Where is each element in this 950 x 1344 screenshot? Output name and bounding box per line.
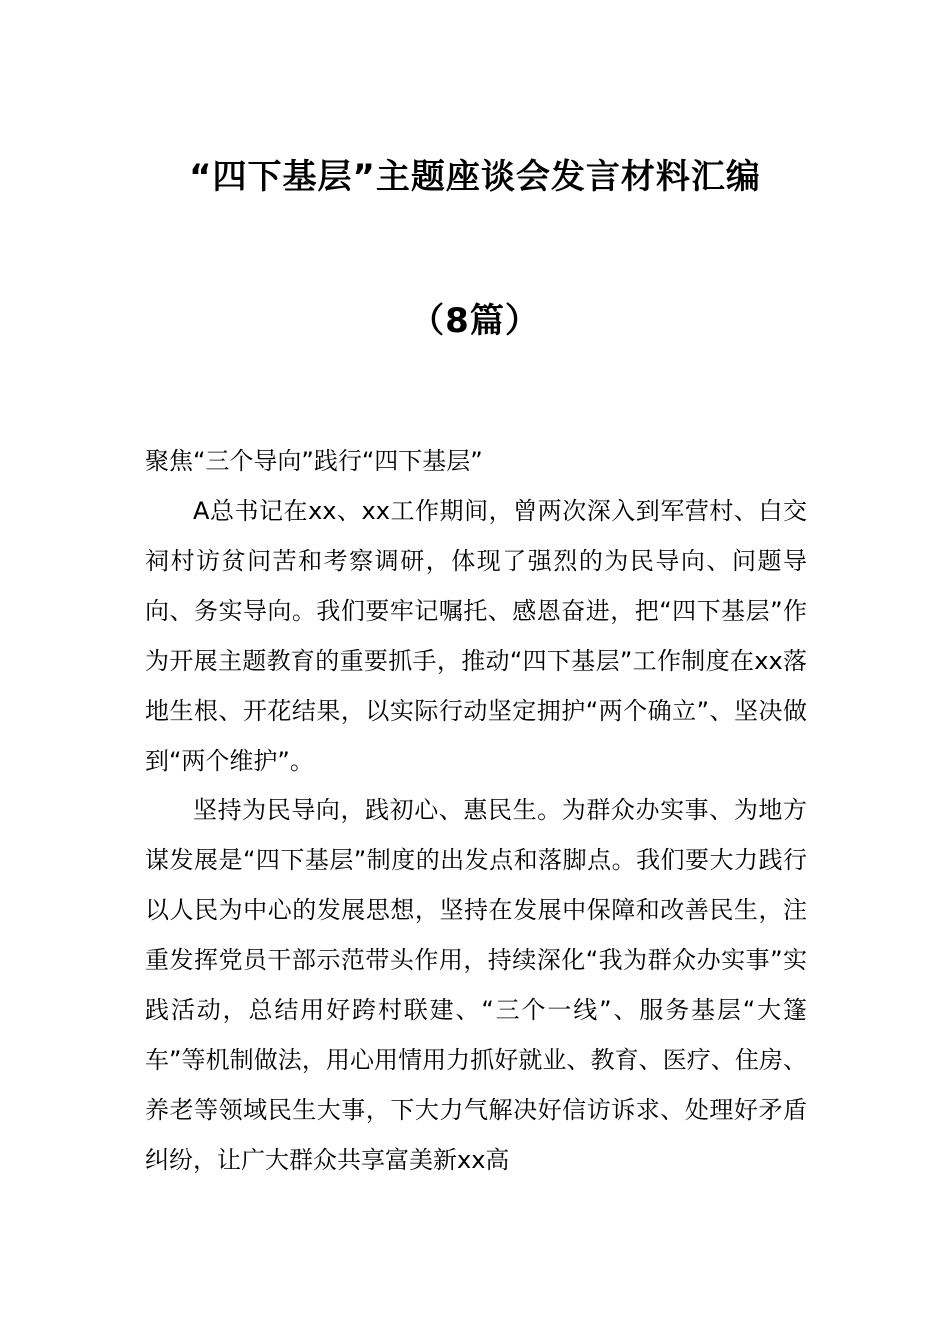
document-title: “四下基层”主题座谈会发言材料汇编 [189, 157, 761, 197]
document-subtitle: （8篇） [410, 301, 540, 341]
section-heading: 聚焦“三个导向”践行“四下基层” [145, 447, 483, 475]
body-paragraph-2: 坚持为民导向，践初心、惠民生。为群众办实事、为地方谋发展是“四下基层”制度的出发点和落脚点。我们要大力践行以人民为中心的发展思想，坚持在发展中保障和改善民生，注重发挥党员干部示范带头作用，持续深化“我为群众办实事”实践活动，总结用好跨村联建、“三个一线”、服务基层“大篷车”等机制做法，用心用情用力抓好就业、教育、医疗、住房、养老等领域民生大事，下大力气解决好信访诉求、处理好矛盾纠纷，让广大群众共享富美新xx高 [145, 796, 807, 1174]
body-paragraph-1: A总书记在xx、xx工作期间，曾两次深入到军营村、白交祠村访贫问苦和考察调研，体现了强烈的为民导向、问题导向、务实导向。我们要牢记嘱托、感恩奋进，把“四下基层”作为开展主题教育的重要抓手，推动“四下基层”工作制度在xx落地生根、开花结果，以实际行动坚定拥护“两个确立”、坚决做到“两个维护”。 [145, 497, 807, 775]
